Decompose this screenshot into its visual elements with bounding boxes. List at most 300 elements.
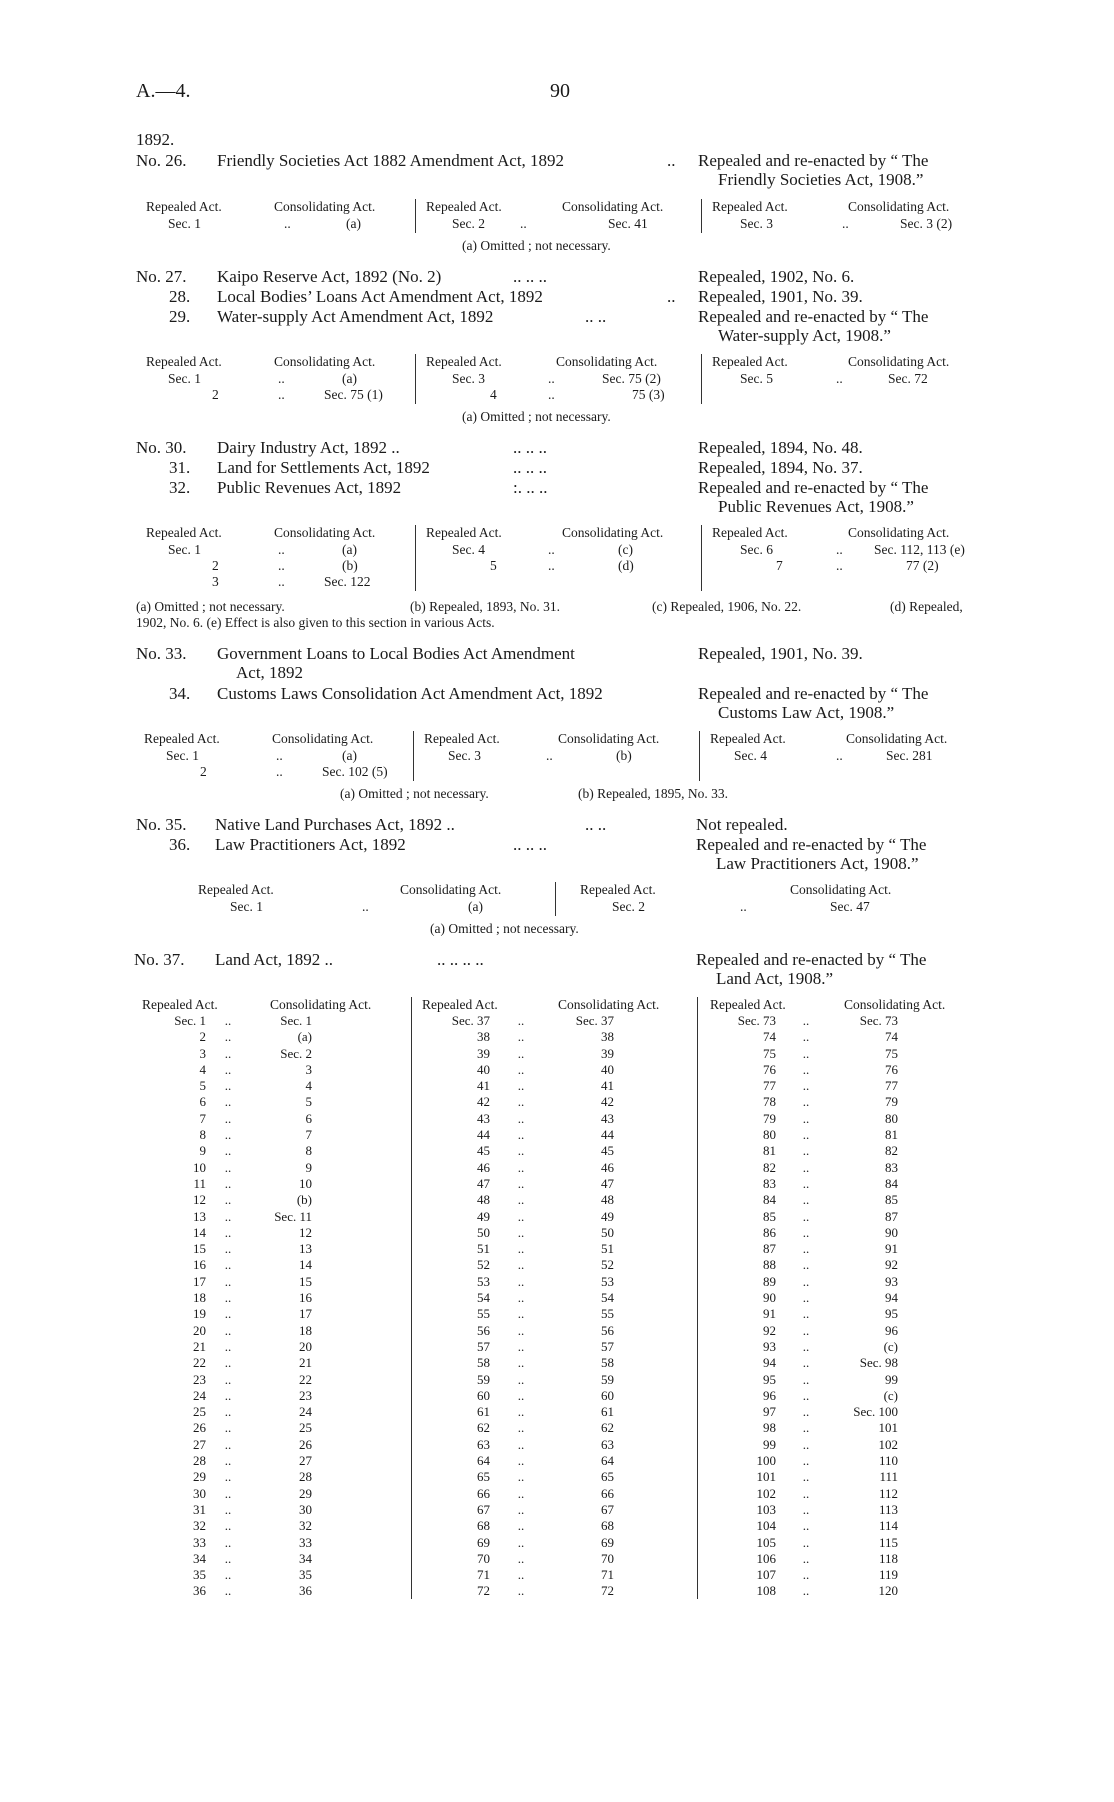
- column-divider: [415, 199, 416, 233]
- act-29-dots: .. ..: [585, 307, 607, 326]
- consolidating-section: Sec. 100: [853, 1404, 898, 1420]
- consolidating-section: 69: [601, 1534, 614, 1550]
- consolidating-section: 48: [601, 1192, 614, 1208]
- repealed-section: 95: [763, 1371, 776, 1387]
- dot-leader: ..: [517, 1143, 525, 1159]
- dot-leader: ..: [802, 1192, 810, 1208]
- repealed-section: 14: [193, 1224, 206, 1240]
- repealed-section: 27: [193, 1436, 206, 1452]
- dot-leader: ..: [546, 748, 553, 763]
- consolidating-section: 25: [299, 1420, 312, 1436]
- section-map-row: [430, 1274, 614, 1290]
- repealed-section: 56: [477, 1322, 490, 1338]
- dot-leader: ..: [802, 1436, 810, 1452]
- repealed-section: 7: [776, 558, 783, 573]
- consolidating-section: 45: [601, 1143, 614, 1159]
- footnote: (b) Repealed, 1893, No. 31.: [410, 599, 560, 614]
- repealed-section: 102: [756, 1485, 776, 1501]
- act-36-dots: .. .. ..: [513, 835, 547, 854]
- section-map-row: [716, 1078, 898, 1094]
- repealed-section: 10: [193, 1159, 206, 1175]
- repealed-section: 78: [763, 1094, 776, 1110]
- dot-leader: ..: [362, 899, 369, 914]
- footnote: (a) Omitted ; not necessary.: [430, 921, 579, 936]
- repealed-section: Sec. 2: [612, 899, 645, 914]
- repealed-section: 20: [193, 1322, 206, 1338]
- section-map-row: [430, 1078, 614, 1094]
- repealed-section: 44: [477, 1127, 490, 1143]
- repealed-section: 68: [477, 1518, 490, 1534]
- section-map-row: [430, 1111, 614, 1127]
- dot-leader: ..: [836, 748, 843, 763]
- consolidating-section: 80: [885, 1110, 898, 1126]
- section-map-row: [150, 1094, 312, 1110]
- col-label-consolidating: Consolidating Act.: [272, 731, 374, 746]
- col-label-repealed: Repealed Act.: [142, 997, 218, 1012]
- consolidating-section: 13: [299, 1241, 312, 1257]
- column-divider: [415, 354, 416, 404]
- dot-leader: ..: [517, 1224, 525, 1240]
- consolidating-section: Sec. 11: [274, 1208, 312, 1224]
- dot-leader: ..: [517, 1404, 525, 1420]
- section-map-row: [150, 1306, 312, 1322]
- repealed-section: Sec. 1: [168, 216, 201, 231]
- footnote: (c) Repealed, 1906, No. 22.: [652, 599, 802, 614]
- section-map-row: [430, 1241, 614, 1257]
- repealed-section: Sec. 2: [452, 216, 485, 231]
- section-map-row: [716, 1583, 898, 1599]
- consolidating-section: 36: [299, 1583, 312, 1599]
- consolidating-section: 53: [601, 1273, 614, 1289]
- dot-leader: ..: [802, 1257, 810, 1273]
- act-36-status-line1: Repealed and re-enacted by “ The: [696, 835, 927, 854]
- dot-leader: ..: [517, 1436, 525, 1452]
- dot-leader: ..: [842, 216, 849, 231]
- repealed-section: 2: [212, 387, 219, 402]
- dot-leader: ..: [284, 216, 291, 231]
- act-35-dots: .. ..: [585, 815, 607, 834]
- section-map-row: [430, 1453, 614, 1469]
- section-map-row: [716, 1518, 898, 1534]
- repealed-section: 106: [756, 1550, 776, 1566]
- section-map-row: [430, 1225, 614, 1241]
- act-28-number: 28.: [169, 287, 191, 306]
- consolidating-section: Sec. 122: [324, 574, 371, 589]
- dot-leader: ..: [224, 1029, 232, 1045]
- col-label-consolidating: Consolidating Act.: [790, 882, 892, 897]
- section-map-row: [716, 1535, 898, 1551]
- dot-leader: ..: [224, 1257, 232, 1273]
- section-map-row: [150, 1502, 312, 1518]
- dot-leader: ..: [802, 1273, 810, 1289]
- repealed-section: Sec. 4: [734, 748, 767, 763]
- dot-leader: ..: [802, 1322, 810, 1338]
- repealed-section: 17: [193, 1273, 206, 1289]
- dot-leader: ..: [517, 1338, 525, 1354]
- consolidating-section: 40: [601, 1061, 614, 1077]
- consolidating-section: (b): [296, 1192, 312, 1208]
- repealed-section: 58: [477, 1355, 490, 1371]
- consolidating-section: 82: [885, 1143, 898, 1159]
- repealed-section: Sec. 3: [452, 371, 485, 386]
- repealed-section: 61: [477, 1404, 490, 1420]
- repealed-section: 93: [763, 1338, 776, 1354]
- repealed-section: 30: [193, 1485, 206, 1501]
- repealed-section: Sec. 6: [740, 542, 773, 557]
- section-map-row: [150, 1192, 312, 1208]
- repealed-section: 3: [212, 574, 219, 589]
- consolidating-section: 54: [601, 1290, 614, 1306]
- section-map-row: [716, 1241, 898, 1257]
- dot-leader: ..: [224, 1501, 232, 1517]
- consolidating-section: Sec. 102 (5): [322, 764, 388, 779]
- dot-leader: ..: [836, 371, 843, 386]
- section-map-row: [430, 1551, 614, 1567]
- consolidating-section: 39: [601, 1045, 614, 1061]
- column-divider: [555, 882, 556, 916]
- consolidating-section: 74: [885, 1029, 898, 1045]
- repealed-section: 59: [477, 1371, 490, 1387]
- repealed-section: 105: [756, 1534, 776, 1550]
- dot-leader: ..: [802, 1159, 810, 1175]
- footnote: (b) Repealed, 1895, No. 33.: [578, 786, 728, 801]
- section-map-row: [150, 1111, 312, 1127]
- consolidating-section: 71: [601, 1567, 614, 1583]
- section-map-row: [716, 1257, 898, 1273]
- act-37-number: No. 37.: [134, 950, 185, 969]
- act-27-dots: .. .. ..: [513, 267, 547, 286]
- consolidating-section: 76: [885, 1061, 898, 1077]
- dot-leader: ..: [517, 1306, 525, 1322]
- consolidating-section: 27: [299, 1453, 312, 1469]
- repealed-section: 70: [477, 1550, 490, 1566]
- dot-leader: ..: [224, 1241, 232, 1257]
- dot-leader: ..: [517, 1061, 525, 1077]
- repealed-section: 84: [763, 1192, 776, 1208]
- consolidating-section: 58: [601, 1355, 614, 1371]
- act-28-status: Repealed, 1901, No. 39.: [698, 287, 863, 306]
- column-divider: [411, 997, 412, 1599]
- dot-leader: ..: [224, 1404, 232, 1420]
- section-map-row: [430, 1127, 614, 1143]
- section-map-row: [150, 1143, 312, 1159]
- section-map-row: [150, 1551, 312, 1567]
- consolidating-section: 102: [878, 1436, 898, 1452]
- dot-leader: ..: [517, 1241, 525, 1257]
- repealed-section: 62: [477, 1420, 490, 1436]
- dot-leader: ..: [802, 1175, 810, 1191]
- section-map-row: [150, 1274, 312, 1290]
- repealed-section: 28: [193, 1453, 206, 1469]
- dot-leader: ..: [224, 1094, 232, 1110]
- dot-leader: ..: [278, 371, 285, 386]
- consolidating-section: 77 (2): [906, 558, 939, 573]
- act-37-title: Land Act, 1892 ..: [215, 950, 334, 969]
- consolidating-section: 77: [885, 1078, 898, 1094]
- dot-leader: ..: [517, 1469, 525, 1485]
- repealed-section: 97: [763, 1404, 776, 1420]
- act-31-number: 31.: [169, 458, 191, 477]
- col-label-repealed: Repealed Act.: [710, 731, 786, 746]
- repealed-section: 12: [193, 1192, 206, 1208]
- section-map-row: [716, 1404, 898, 1420]
- section-map-row: [716, 1437, 898, 1453]
- dot-leader: ..: [224, 1485, 232, 1501]
- section-map-row: [150, 1469, 312, 1485]
- consolidating-section: 47: [601, 1175, 614, 1191]
- repealed-section: 5: [490, 558, 497, 573]
- repealed-section: 82: [763, 1159, 776, 1175]
- footnote: (a) Omitted ; not necessary.: [462, 409, 611, 424]
- section-map-row: [430, 1323, 614, 1339]
- section-map-row: [150, 1160, 312, 1176]
- act-37-status-line2: Land Act, 1908.”: [716, 969, 834, 988]
- consolidating-section: 66: [601, 1485, 614, 1501]
- dot-leader: ..: [224, 1534, 232, 1550]
- repealed-section: 4: [490, 387, 497, 402]
- repealed-section: 48: [477, 1192, 490, 1208]
- dot-leader: ..: [802, 1534, 810, 1550]
- consolidating-section: 44: [601, 1127, 614, 1143]
- col-label-repealed: Repealed Act.: [426, 199, 502, 214]
- act-36-status-line2: Law Practitioners Act, 1908.”: [716, 854, 919, 873]
- repealed-section: 71: [477, 1567, 490, 1583]
- section-map-row: [716, 1274, 898, 1290]
- consolidating-section: 21: [299, 1355, 312, 1371]
- col-label-consolidating: Consolidating Act.: [270, 997, 372, 1012]
- year-heading: 1892.: [136, 130, 175, 149]
- section-map-row: [150, 1127, 312, 1143]
- consolidating-section: 30: [299, 1501, 312, 1517]
- col-label-consolidating: Consolidating Act.: [846, 731, 948, 746]
- act-28-dots: ..: [667, 287, 676, 306]
- section-map-row: [430, 1046, 614, 1062]
- consolidating-section: 6: [305, 1110, 312, 1126]
- dot-leader: ..: [517, 1583, 525, 1599]
- consolidating-section: 85: [885, 1192, 898, 1208]
- repealed-section: 54: [477, 1290, 490, 1306]
- col-label-repealed: Repealed Act.: [144, 731, 220, 746]
- repealed-section: 46: [477, 1159, 490, 1175]
- consolidating-section: 26: [299, 1436, 312, 1452]
- consolidating-section: 119: [878, 1567, 898, 1583]
- consolidating-section: (a): [346, 216, 361, 231]
- section-map-row: [430, 1388, 614, 1404]
- section-map-row: [430, 1355, 614, 1371]
- dot-leader: ..: [224, 1224, 232, 1240]
- act-31-title: Land for Settlements Act, 1892: [217, 458, 430, 477]
- consolidating-section: 64: [601, 1453, 614, 1469]
- section-map-row: [150, 1372, 312, 1388]
- section-map-row: [430, 1029, 614, 1045]
- dot-leader: ..: [224, 1387, 232, 1403]
- repealed-section: 18: [193, 1290, 206, 1306]
- dot-leader: ..: [802, 1208, 810, 1224]
- repealed-section: 67: [477, 1501, 490, 1517]
- repealed-section: 39: [477, 1045, 490, 1061]
- act-28-title: Local Bodies’ Loans Act Amendment Act, 1892: [217, 287, 543, 306]
- repealed-section: Sec. 4: [452, 542, 485, 557]
- repealed-section: 35: [193, 1567, 206, 1583]
- section-map-row: [430, 1192, 614, 1208]
- dot-leader: ..: [276, 764, 283, 779]
- dot-leader: ..: [517, 1534, 525, 1550]
- act-35-title: Native Land Purchases Act, 1892 ..: [215, 815, 455, 834]
- consolidating-section: Sec. 281: [886, 748, 933, 763]
- repealed-section: 5: [199, 1078, 206, 1094]
- section-map-row: [716, 1502, 898, 1518]
- dot-leader: ..: [224, 1583, 232, 1599]
- act-26-status-line2: Friendly Societies Act, 1908.”: [718, 170, 924, 189]
- repealed-section: 29: [193, 1469, 206, 1485]
- repealed-section: 51: [477, 1241, 490, 1257]
- repealed-section: 66: [477, 1485, 490, 1501]
- act-32-dots: :. .. ..: [513, 478, 548, 497]
- section-map-row: [430, 1518, 614, 1534]
- repealed-section: 108: [756, 1583, 776, 1599]
- dot-leader: ..: [224, 1436, 232, 1452]
- column-divider: [697, 997, 698, 1599]
- repealed-section: 76: [763, 1061, 776, 1077]
- act-26-title: Friendly Societies Act 1882 Amendment Act, 1892: [217, 151, 565, 170]
- act-30-dots: .. .. ..: [513, 438, 547, 457]
- section-map-row: [430, 1013, 614, 1029]
- consolidating-section: 57: [601, 1338, 614, 1354]
- repealed-section: 94: [763, 1355, 776, 1371]
- dot-leader: ..: [224, 1273, 232, 1289]
- repealed-section: 42: [477, 1094, 490, 1110]
- dot-leader: ..: [224, 1013, 232, 1028]
- section-map-row: [716, 1551, 898, 1567]
- section-map-row: [716, 1062, 898, 1078]
- repealed-section: 6: [199, 1094, 206, 1110]
- dot-leader: ..: [278, 574, 285, 589]
- dot-leader: ..: [802, 1013, 810, 1028]
- column-divider: [701, 525, 702, 591]
- repealed-section: 15: [193, 1241, 206, 1257]
- consolidating-section: 9: [305, 1159, 312, 1175]
- dot-leader: ..: [802, 1110, 810, 1126]
- dot-leader: ..: [802, 1485, 810, 1501]
- repealed-section: 34: [193, 1550, 206, 1566]
- col-label-consolidating: Consolidating Act.: [562, 199, 664, 214]
- dot-leader: ..: [517, 1387, 525, 1403]
- repealed-section: 11: [193, 1175, 206, 1191]
- section-map-row: [150, 1046, 312, 1062]
- section-map-row: [430, 1535, 614, 1551]
- dot-leader: ..: [224, 1550, 232, 1566]
- repealed-section: 25: [193, 1404, 206, 1420]
- consolidating-section: 101: [878, 1420, 898, 1436]
- dot-leader: ..: [517, 1290, 525, 1306]
- consolidating-section: (a): [342, 542, 357, 557]
- col-label-consolidating: Consolidating Act.: [844, 997, 946, 1012]
- section-map-row: [430, 1339, 614, 1355]
- col-label-repealed: Repealed Act.: [424, 731, 500, 746]
- section-map-row: [430, 1372, 614, 1388]
- repealed-section: 92: [763, 1322, 776, 1338]
- section-map-row: [430, 1290, 614, 1306]
- dot-leader: ..: [802, 1567, 810, 1583]
- section-map-row: [430, 1502, 614, 1518]
- act-30-title: Dairy Industry Act, 1892 ..: [217, 438, 400, 457]
- consolidating-section: (a): [342, 748, 357, 763]
- consolidating-section: Sec. 75 (1): [324, 387, 383, 402]
- dot-leader: ..: [224, 1208, 232, 1224]
- col-label-repealed: Repealed Act.: [712, 354, 788, 369]
- consolidating-section: Sec. 112, 113 (e): [874, 542, 965, 557]
- act-29-number: 29.: [169, 307, 191, 326]
- dot-leader: ..: [802, 1094, 810, 1110]
- col-label-consolidating: Consolidating Act.: [274, 199, 376, 214]
- section-map-row: [430, 1209, 614, 1225]
- consolidating-section: Sec. 75 (2): [602, 371, 661, 386]
- act-27-title: Kaipo Reserve Act, 1892 (No. 2): [217, 267, 442, 286]
- consolidating-section: 3: [305, 1061, 312, 1077]
- repealed-section: 3: [199, 1045, 206, 1061]
- repealed-section: 47: [477, 1175, 490, 1191]
- dot-leader: ..: [802, 1224, 810, 1240]
- repealed-section: Sec. 3: [448, 748, 481, 763]
- consolidating-section: 50: [601, 1224, 614, 1240]
- repealed-section: 85: [763, 1208, 776, 1224]
- section-map-row: [150, 1486, 312, 1502]
- dot-leader: ..: [802, 1078, 810, 1094]
- consolidating-section: 96: [885, 1322, 898, 1338]
- column-divider: [701, 199, 702, 233]
- section-map-row: [430, 1420, 614, 1436]
- consolidating-section: 5: [305, 1094, 312, 1110]
- repealed-section: 79: [763, 1110, 776, 1126]
- consolidating-section: (c): [883, 1387, 898, 1403]
- dot-leader: ..: [802, 1290, 810, 1306]
- consolidating-section: 24: [299, 1404, 312, 1420]
- col-label-consolidating: Consolidating Act.: [562, 525, 664, 540]
- consolidating-section: Sec. 47: [830, 899, 870, 914]
- consolidating-section: Sec. 1: [280, 1013, 312, 1028]
- consolidating-section: Sec. 41: [608, 216, 648, 231]
- repealed-section: 33: [193, 1534, 206, 1550]
- repealed-section: 60: [477, 1387, 490, 1403]
- dot-leader: ..: [517, 1550, 525, 1566]
- consolidating-section: 83: [885, 1159, 898, 1175]
- consolidating-section: (a): [342, 371, 357, 386]
- dot-leader: ..: [517, 1485, 525, 1501]
- repealed-section: 75: [763, 1045, 776, 1061]
- col-label-repealed: Repealed Act.: [146, 354, 222, 369]
- act-29-title: Water-supply Act Amendment Act, 1892: [217, 307, 494, 326]
- act-32-status-line2: Public Revenues Act, 1908.”: [718, 497, 914, 516]
- act-33-title-line2: Act, 1892: [236, 663, 304, 682]
- act-33-title-line1: Government Loans to Local Bodies Act Amendment: [217, 644, 575, 663]
- repealed-section: 91: [763, 1306, 776, 1322]
- repealed-section: 50: [477, 1224, 490, 1240]
- consolidating-section: 65: [601, 1469, 614, 1485]
- repealed-section: 57: [477, 1338, 490, 1354]
- dot-leader: ..: [224, 1338, 232, 1354]
- section-map-row: [150, 1078, 312, 1094]
- section-map-row: [150, 1437, 312, 1453]
- column-divider: [699, 731, 700, 781]
- dot-leader: ..: [802, 1127, 810, 1143]
- consolidating-section: 46: [601, 1159, 614, 1175]
- consolidating-section: (a): [297, 1029, 312, 1045]
- act-32-title: Public Revenues Act, 1892: [217, 478, 402, 497]
- col-label-consolidating: Consolidating Act.: [848, 525, 950, 540]
- consolidating-section: 111: [879, 1469, 898, 1485]
- col-label-repealed: Repealed Act.: [146, 525, 222, 540]
- consolidating-section: 81: [885, 1127, 898, 1143]
